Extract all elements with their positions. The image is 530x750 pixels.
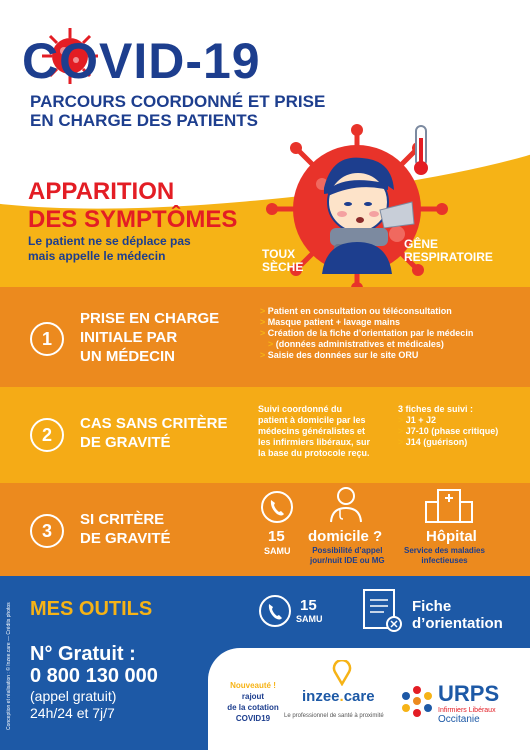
hopital-title: Hôpital <box>426 528 477 545</box>
domicile-line-1: Possibilité d’appel <box>312 546 383 555</box>
urps-logo-text: URPS <box>438 681 500 706</box>
step-2-text <box>258 404 378 459</box>
step-1-bullet-continued <box>260 339 473 350</box>
step-2-number: 2 <box>30 418 64 452</box>
symptom-fatigue: FATIGUE <box>246 169 298 183</box>
tools-samu-number: 15 <box>300 597 317 614</box>
nouveaute-line-1: Nouveauté ! <box>230 681 276 690</box>
urps-subtitle <box>438 706 496 724</box>
side-credit <box>6 600 16 730</box>
symptom-toux <box>262 248 303 274</box>
nouveaute-line-4: COVID19 <box>235 714 271 723</box>
step-3-samu-number: 15 <box>268 528 285 545</box>
fiche-line-1: Fiche <box>412 598 452 615</box>
symptom-fievre: FIÈVRE <box>444 150 488 164</box>
step-2-title <box>80 414 228 452</box>
step-2-text-line: patient à domicile par les <box>258 415 366 425</box>
step-1-title-line-1: PRISE EN CHARGE <box>80 310 220 327</box>
step-3-title-line-2: DE GRAVITÉ <box>80 530 171 547</box>
domicile-line-2: jour/nuit IDE ou MG <box>310 556 385 565</box>
subtitle-line-2: EN CHARGE DES PATIENTS <box>30 111 258 130</box>
step-1-title <box>80 309 219 366</box>
step-1-number: 1 <box>30 322 64 356</box>
fiche-item: > J7-10 (phase critique) <box>398 426 498 437</box>
subtitle-line-1: PARCOURS COORDONNÉ ET PRISE <box>30 92 326 111</box>
step-3-title <box>80 510 171 548</box>
step-1-title-line-3: UN MÉDECIN <box>80 348 176 365</box>
domicile-title: domicile ? <box>308 528 383 545</box>
toux-line-1: TOUX <box>262 247 296 261</box>
page-title: COVID-19 <box>22 33 261 89</box>
doctor-icon <box>326 484 366 524</box>
inzee-logo-part-1: inzee <box>302 688 340 705</box>
step-1-bullet: > Saisie des données sur le site ORU <box>260 350 473 361</box>
urps-line-2: Occitanie <box>438 714 480 725</box>
urps-line-1: Infirmiers Libéraux <box>438 707 496 714</box>
hopital-text <box>404 546 485 566</box>
step-1-title-line-2: INITIALE PAR <box>80 329 178 346</box>
fiche-orientation <box>412 598 503 632</box>
nouveaute-line-3: de la cotation <box>227 703 279 712</box>
step-1-bullet: > Patient en consultation ou téléconsultation <box>260 306 473 317</box>
symptom-gene <box>404 238 493 264</box>
urps-logo-icon <box>400 684 434 718</box>
step-2-title-line-2: DE GRAVITÉ <box>80 434 171 451</box>
step-2-title-line-1: CAS SANS CRITÈRE <box>80 415 228 432</box>
side-credit-text: Conception et réalisation : © Inzee.care — Crédits photos <box>6 602 12 730</box>
hopital-line-2: infectieuses <box>421 556 468 565</box>
fiches-title: 3 fiches de suivi : <box>398 404 474 414</box>
symptoms-intro <box>28 234 191 264</box>
step-2-text-line: la base du protocole reçu. <box>258 448 370 458</box>
step-1-bullets <box>260 306 473 361</box>
phone-icon <box>260 490 294 524</box>
symptoms-heading <box>28 178 237 234</box>
domicile-text <box>310 546 385 566</box>
step-1-bullet: > Masque patient + lavage mains <box>260 317 473 328</box>
free-number-label: N° Gratuit : <box>30 643 136 665</box>
intro-line-1: Le patient ne se déplace pas <box>28 234 191 248</box>
location-pin-icon <box>332 660 352 686</box>
hospital-icon <box>424 484 474 524</box>
step-3-title-line-1: SI CRITÈRE <box>80 511 165 528</box>
toux-line-2: SÈCHE <box>262 260 304 274</box>
free-number <box>30 643 158 687</box>
free-number-value: 0 800 130 000 <box>30 665 158 687</box>
appel-line-1: (appel gratuit) <box>30 688 117 704</box>
intro-line-2: mais appelle le médecin <box>28 249 166 263</box>
step-2-text-line: médecins généralistes et <box>258 426 366 436</box>
fiche-line-2: d’orientation <box>412 615 503 632</box>
step-3-samu-label: SAMU <box>264 546 291 556</box>
step-1-bullet: > Création de la fiche d’orientation par le médecin <box>260 328 473 339</box>
tools-samu-label: SAMU <box>296 614 323 624</box>
step-1-bullet-continued-text: (données administratives et médicales) <box>275 339 444 349</box>
fiches-list <box>398 415 498 448</box>
form-document-icon <box>360 586 404 634</box>
tools-heading: MES OUTILS <box>30 598 153 620</box>
step-2-text-line: les infirmiers libéraux, sur <box>258 437 371 447</box>
symptoms-heading-line-2: DES SYMPTÔMES <box>28 206 238 233</box>
gene-line-2: RESPIRATOIRE <box>404 250 493 264</box>
step-2-fiches <box>398 404 498 448</box>
inzee-tagline: Le professionnel de santé à proximité <box>284 713 384 719</box>
gene-line-1: GÊNE <box>404 237 439 251</box>
inzee-logo-part-2: care <box>343 688 375 705</box>
nouveaute-line-2: rajout <box>241 692 265 701</box>
step-2-text-line: Suivi coordonné du <box>258 404 343 414</box>
appel-line-2: 24h/24 et 7j/7 <box>30 705 115 721</box>
inzee-logo: inzee.care <box>302 688 375 705</box>
fiche-item: > J14 (guérison) <box>398 437 498 448</box>
phone-icon <box>258 594 292 628</box>
hopital-line-1: Service des maladies <box>404 546 485 555</box>
nouveaute-note <box>216 680 290 724</box>
fiche-item: > J1 + J2 <box>398 415 498 426</box>
symptoms-heading-line-1: APPARITION <box>28 178 175 205</box>
step-3-number: 3 <box>30 514 64 548</box>
free-number-details <box>30 688 116 722</box>
